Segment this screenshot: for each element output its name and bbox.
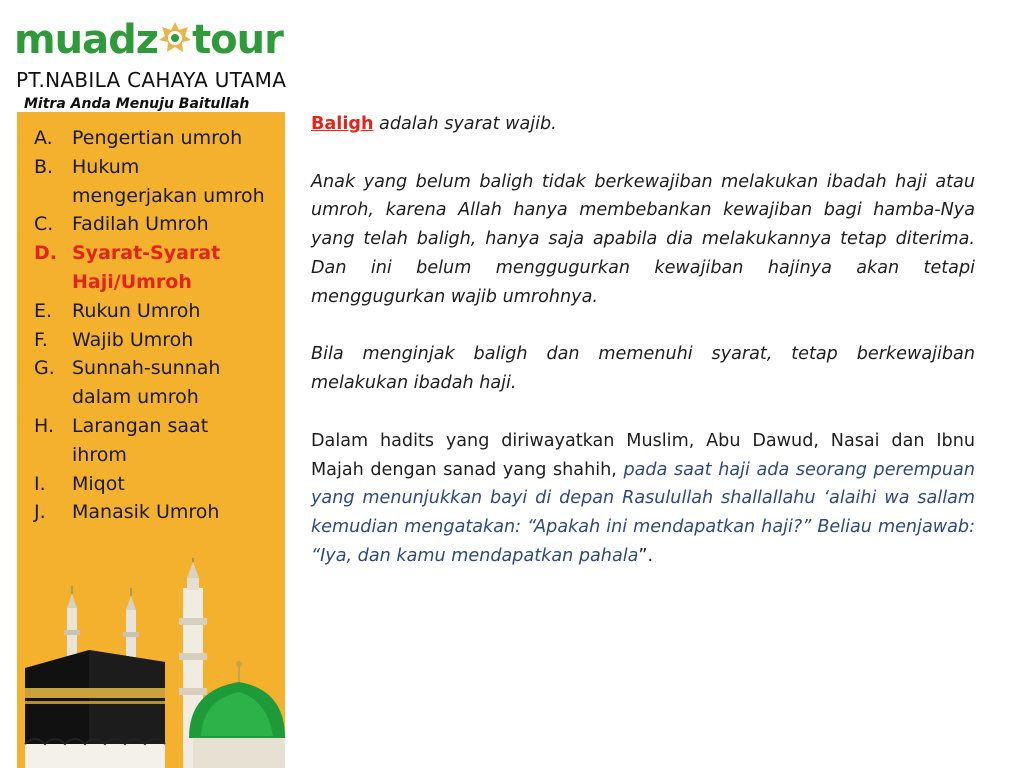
outline-item-a: A. Pengertian umroh bbox=[34, 127, 243, 149]
brand-name-right: tour bbox=[192, 17, 283, 63]
paragraph-4-text: Dalam hadits yang diriwayatkan Muslim, Abu Dawud, Nasai dan Ibnu Majah dengan sanad yang shahih, bbox=[311, 430, 975, 480]
star-emblem-icon bbox=[158, 21, 192, 55]
company-name: PT.NABILA CAHAYA UTAMA bbox=[16, 68, 287, 92]
outline-item-f: F. Wajib Umroh bbox=[34, 328, 194, 351]
paragraph-2: Anak yang belum baligh tidak berkewajiban melakukan ibadah haji atau umroh, karena Allah hanya membebankan kewajiban bagi hamba-Nya yang telah baligh, hanya saja apabila dia melakukannya tetap diterima. Dan ini belum menggugurkan kewajiban hajinya akan tetapi menggugurkan wajib umrohnya. bbox=[311, 171, 975, 307]
term-baligh: Baligh bbox=[311, 114, 374, 134]
paragraph-4-end: ”. bbox=[638, 545, 654, 566]
outline-item-c: C. Fadilah Umroh bbox=[34, 213, 209, 236]
outline-item-e: E. Rukun Umroh bbox=[34, 299, 201, 322]
paragraph-4 bbox=[311, 427, 975, 571]
brand-name-left: muadz bbox=[14, 17, 159, 63]
kaaba-mosque-illustration bbox=[17, 558, 285, 768]
content-body bbox=[311, 110, 975, 600]
company-logo bbox=[14, 10, 294, 110]
green-dome bbox=[189, 661, 285, 768]
kaaba bbox=[25, 650, 165, 768]
outline-menu bbox=[17, 124, 285, 527]
outline-item-h: H. Larangan saat ihrom bbox=[34, 414, 209, 466]
outline-item-g: G. Sunnah-sunnah dalam umroh bbox=[34, 357, 221, 409]
outline-item-i: I. Miqot bbox=[34, 472, 125, 495]
company-tagline: Mitra Anda Menuju Baitullah bbox=[24, 96, 250, 112]
paragraph-1 bbox=[311, 110, 975, 139]
outline-item-b: B. Hukum mengerjakan umroh bbox=[34, 155, 265, 207]
hadith-quote: pada saat haji ada seorang perempuan yang menunjukkan bayi di depan Rasulullah shallallahu ‘alaihi wa sallam kemudian mengatakan: “Apakah ini mendapatkan haji?” Beliau menjawab: “Iya, dan kamu mendapatkan pahala bbox=[311, 459, 975, 566]
outline-item-j: J. Manasik Umroh bbox=[34, 501, 220, 524]
paragraph-1-text: adalah syarat wajib. bbox=[373, 114, 557, 134]
outline-item-d-active: D. Syarat-Syarat Haji/Umroh bbox=[34, 242, 221, 293]
brand-name bbox=[14, 16, 283, 64]
paragraph-3: Bila menginjak baligh dan memenuhi syarat, tetap berkewajiban melakukan ibadah haji. bbox=[311, 344, 975, 394]
